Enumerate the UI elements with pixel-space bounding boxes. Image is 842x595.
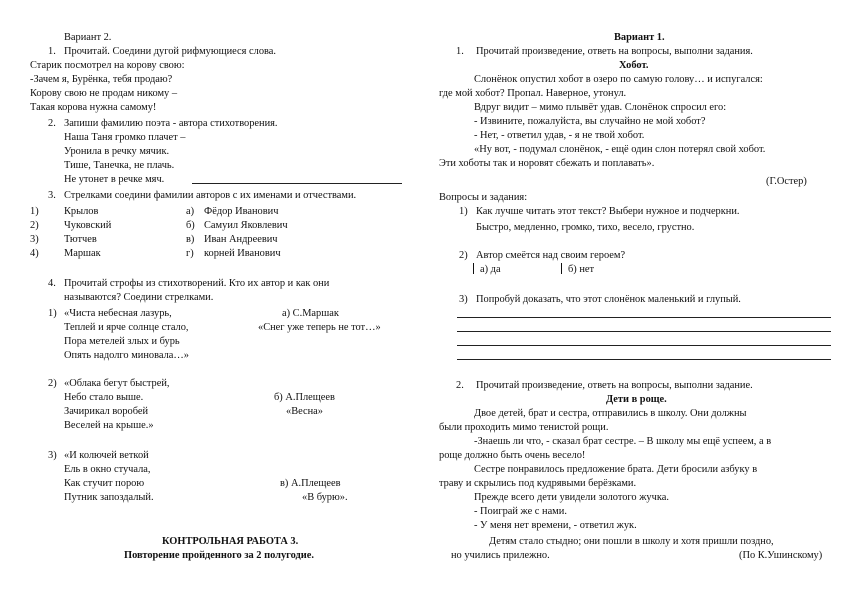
stanza-line: Ель в окно стучала, <box>64 464 151 475</box>
task-number: 2. <box>48 118 56 129</box>
story-line: Слонёнок опустил хобот в озеро по самую голову… и испугался: <box>474 74 763 85</box>
story-line: -Знаешь ли что, - сказал брат сестре. – В школу мы ещё успеем, а в <box>474 436 772 447</box>
poem-line: Такая корова нужна самому! <box>30 102 157 113</box>
variant-heading: Вариант 2. <box>64 32 112 43</box>
answer-line[interactable] <box>192 183 402 184</box>
answer-line[interactable] <box>457 331 831 332</box>
author-surname: Тютчев <box>64 234 97 245</box>
answer-no[interactable]: б) нет <box>561 263 594 276</box>
story-line: Сестре понравилось предложение брата. Дети бросили азбуку в <box>474 464 758 475</box>
question-text: Как лучше читать этот текст? Выбери нужное и подчеркни. <box>476 206 740 217</box>
story-line: роще должно быть очень весело! <box>439 450 586 461</box>
answer-yes[interactable]: а) да <box>473 263 501 276</box>
questions-heading: Вопросы и задания: <box>439 192 528 203</box>
list-letter: а) <box>186 206 195 217</box>
question-number: 2) <box>459 250 468 261</box>
stanza-line: «И колючей веткой <box>64 450 149 461</box>
list-letter: б) <box>186 220 195 231</box>
list-number: 1) <box>30 206 39 217</box>
author-name: корней Иванович <box>204 248 281 259</box>
stanza-number: 1) <box>48 308 57 319</box>
stanza-line: «Облака бегут быстрей, <box>64 378 170 389</box>
story-line: Вдруг видит – мимо плывёт удав. Слонёнок спросил его: <box>474 102 727 113</box>
story-title: Дети в роще. <box>606 394 667 405</box>
stanza-line: Путник запоздалый. <box>64 492 154 503</box>
poem-line: -Зачем я, Бурёнка, тебя продаю? <box>30 74 173 85</box>
poem-line: Старик посмотрел на корову свою: <box>30 60 185 71</box>
author-name: Фёдор Иванович <box>204 206 279 217</box>
poem-line: Уронила в речку мячик. <box>64 146 170 157</box>
story-line: Прежде всего дети увидели золотого жучка. <box>474 492 669 503</box>
author-name: Самуил Яковлевич <box>204 220 288 231</box>
poem-line: Тише, Танечка, не плачь. <box>64 160 175 171</box>
answer-line[interactable] <box>457 317 831 318</box>
task-number: 3. <box>48 190 56 201</box>
stanza-line: Небо стало выше. <box>64 392 144 403</box>
stanza-number: 3) <box>48 450 57 461</box>
answer-options[interactable]: Быстро, медленно, громко, тихо, весело, грустно. <box>476 222 695 233</box>
question-number: 1) <box>459 206 468 217</box>
stanza-line: Веселей на крыше.» <box>64 420 154 431</box>
question-text: Автор смеётся над своим героем? <box>476 250 626 261</box>
author-option: б) А.Плещеев <box>274 392 335 403</box>
story-line: - Поиграй же с нами. <box>474 506 567 517</box>
task-title: Прочитай. Соедини дугой рифмующиеся слова. <box>64 46 276 57</box>
author-surname: Чуковский <box>64 220 112 231</box>
story-line: Двое детей, брат и сестра, отправились в школу. Они должны <box>474 408 747 419</box>
story-author: (Г.Остер) <box>766 176 807 187</box>
author-surname: Крылов <box>64 206 99 217</box>
task-title: Прочитай произведение, ответь на вопросы, выполни задания. <box>476 46 753 57</box>
poem-line: Наша Таня громко плачет – <box>64 132 186 143</box>
stanza-line: «Чиста небесная лазурь, <box>64 308 172 319</box>
list-number: 3) <box>30 234 39 245</box>
task-title: Прочитай произведение, ответь на вопросы, выполни задание. <box>476 380 753 391</box>
question-number: 3) <box>459 294 468 305</box>
stanza-line: Зачирикал воробей <box>64 406 149 417</box>
stanza-number: 2) <box>48 378 57 389</box>
author-surname: Маршак <box>64 248 101 259</box>
story-author: (По К.Ушинскому) <box>739 550 823 561</box>
list-letter: г) <box>186 248 194 259</box>
author-option: а) С.Маршак <box>282 308 339 319</box>
task-title-cont: называются? Соедини стрелками. <box>64 292 214 303</box>
answer-line[interactable] <box>457 359 831 360</box>
poem-title-option: «Снег уже теперь не тот…» <box>258 322 381 333</box>
task-number: 2. <box>456 380 464 391</box>
story-line: были проходить мимо тенистой рощи. <box>439 422 609 433</box>
answer-line[interactable] <box>457 345 831 346</box>
stanza-line: Как стучит порою <box>64 478 145 489</box>
question-text: Попробуй доказать, что этот слонёнок маленький и глупый. <box>476 294 741 305</box>
checkbox-icon <box>561 263 568 274</box>
task-title: Стрелками соедини фамилии авторов с их именами и отчествами. <box>64 190 357 201</box>
task-number: 4. <box>48 278 56 289</box>
task-title: Прочитай строфы из стихотворений. Кто их автор и как они <box>64 278 330 289</box>
test-subtitle: Повторение пройденного за 2 полугодие. <box>124 550 314 561</box>
story-title: Хобот. <box>619 60 649 71</box>
stanza-line: Теплей и ярче солнце стало, <box>64 322 189 333</box>
stanza-line: Опять надолго миновала…» <box>64 350 189 361</box>
story-line: - Извините, пожалуйста, вы случайно не мой хобот? <box>474 116 706 127</box>
poem-title-option: «В бурю». <box>302 492 348 503</box>
story-line: - У меня нет времени, - ответил жук. <box>474 520 637 531</box>
task-title: Запиши фамилию поэта - автора стихотворения. <box>64 118 278 129</box>
checkbox-icon <box>473 263 480 274</box>
list-number: 2) <box>30 220 39 231</box>
test-title: КОНТРОЛЬНАЯ РАБОТА 3. <box>162 536 299 547</box>
story-line: где мой хобот? Пропал. Наверное, утонул. <box>439 88 627 99</box>
story-line: - Нет, - ответил удав, - я не твой хобот. <box>474 130 645 141</box>
stanza-line: Пора метелей злых и бурь <box>64 336 180 347</box>
task-number: 1. <box>48 46 56 57</box>
story-line: но учились прилежно. <box>451 550 550 561</box>
author-option: в) А.Плещеев <box>280 478 341 489</box>
list-letter: в) <box>186 234 195 245</box>
story-line: Эти хоботы так и норовят сбежать и поплавать». <box>439 158 655 169</box>
poem-line: Корову свою не продам никому – <box>30 88 178 99</box>
task-number: 1. <box>456 46 464 57</box>
story-line: «Ну вот, - подумал слонёнок, - ещё один слон потерял свой хобот. <box>474 144 766 155</box>
variant-heading: Вариант 1. <box>614 32 665 43</box>
poem-title-option: «Весна» <box>286 406 323 417</box>
author-name: Иван Андреевич <box>204 234 278 245</box>
story-line: траву и скрылись под кудрявыми берёзками. <box>439 478 637 489</box>
poem-line: Не утонет в речке мяч. <box>64 174 165 185</box>
list-number: 4) <box>30 248 39 259</box>
story-line: Детям стало стыдно; они пошли в школу и хотя пришли поздно, <box>489 536 774 547</box>
